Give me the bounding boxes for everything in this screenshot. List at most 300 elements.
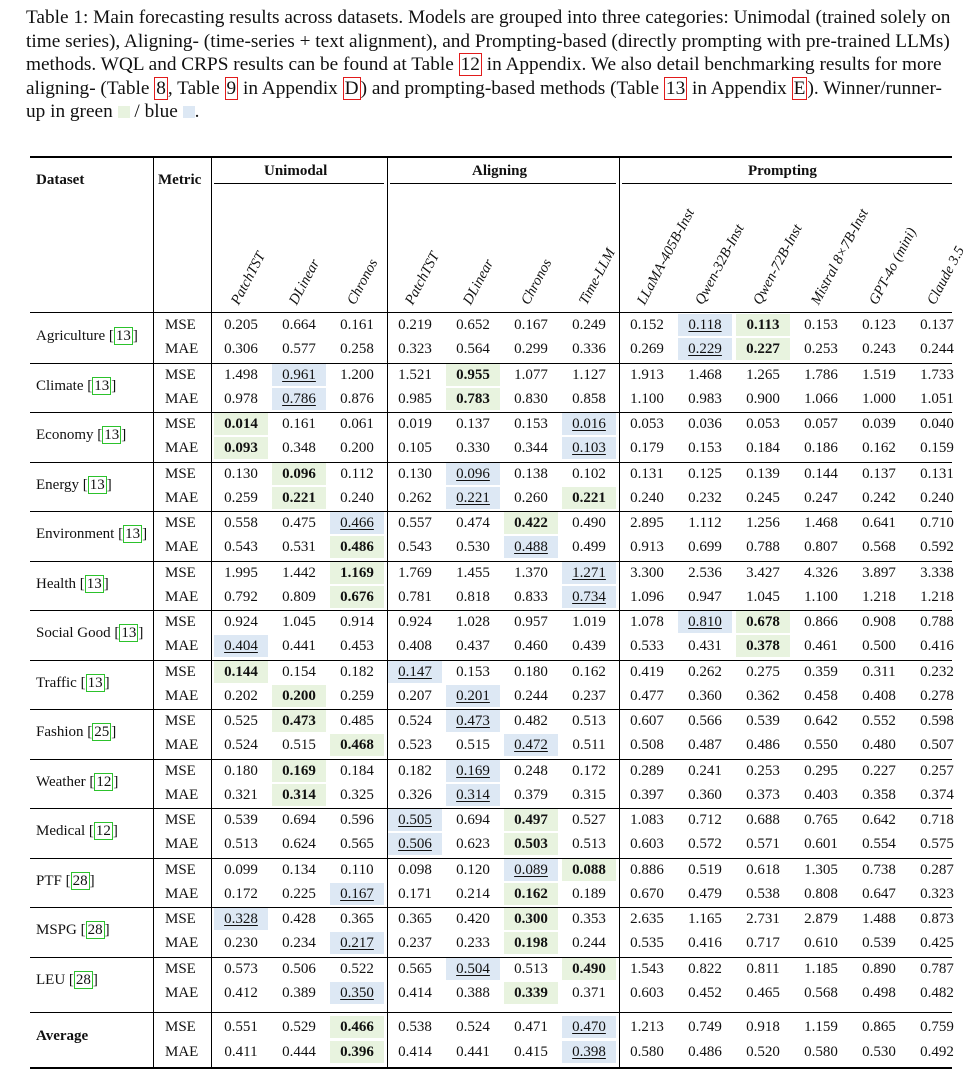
cell-value: 0.416	[920, 638, 954, 654]
cell-value: 0.408	[398, 638, 432, 654]
cell-value: 0.699	[688, 539, 722, 555]
table-cell	[678, 413, 732, 435]
cell-value: 0.492	[920, 1044, 954, 1060]
cell-value: 0.558	[224, 515, 258, 531]
cell-value: 0.093	[224, 440, 258, 456]
cell-value: 0.811	[746, 960, 780, 977]
table-cell	[272, 338, 326, 360]
cell-value: 0.172	[572, 762, 606, 779]
cell-value: 0.186	[804, 440, 838, 456]
cell-value: 0.807	[804, 539, 838, 555]
table-cell	[214, 586, 268, 608]
table-cell	[446, 809, 500, 831]
table-cell	[388, 413, 442, 435]
cell-value: 0.240	[340, 489, 374, 506]
table-cell	[214, 512, 268, 534]
cell-value: 1.455	[456, 564, 490, 581]
table-caption: Table 1: Main forecasting results across datasets. Models are grouped into three categories: Unimodal (trained solely on time series), Aligning- (time-series + text alignment), and Prompting-based (directly prompting with pre-trained LLMs) methods. WQL and CRPS results can be found at Table 12 in Appendix. We also detail benchmarking results for more aligning- (Table 8 , Table 9 in Appendix D ) and prompting-based methods (Table 13 in Appendix E ). Winner/runner-up in green / blue .	[26, 7, 951, 123]
table-cell	[446, 487, 500, 509]
table-cell	[852, 833, 906, 855]
cell-value: 0.513	[514, 960, 548, 977]
citation-link[interactable]: 13	[89, 476, 105, 493]
cell-value: 3.300	[630, 564, 664, 581]
cell-value: 0.411	[224, 1044, 258, 1060]
table-cell	[620, 413, 674, 435]
table-cell	[272, 958, 326, 980]
cell-value: 0.738	[862, 861, 896, 878]
cell-value: 1.127	[572, 366, 606, 383]
table-cell	[446, 685, 500, 707]
table-cell	[562, 1041, 616, 1063]
cell-value: 0.539	[224, 812, 258, 828]
cell-value: 0.103	[572, 440, 606, 456]
cell-value: 0.453	[340, 638, 374, 654]
table-cell	[620, 463, 674, 485]
table-cell	[678, 710, 732, 732]
cell-value: 0.403	[804, 786, 838, 803]
cell-value: 1.083	[630, 812, 664, 828]
table-cell	[852, 1016, 906, 1038]
cell-value: 1.733	[920, 366, 954, 383]
cell-value: 0.096	[456, 465, 490, 482]
table-cell	[678, 784, 732, 806]
table-cell	[852, 661, 906, 683]
citation-link[interactable]: 13	[121, 625, 137, 641]
cell-value: 0.474	[456, 515, 490, 531]
table-cell	[910, 437, 964, 459]
cell-value: 0.519	[688, 861, 722, 878]
cell-value: 0.598	[920, 713, 954, 729]
table-cell	[562, 809, 616, 831]
cell-value: 0.137	[920, 317, 954, 333]
appendix-ref-d[interactable]: D	[344, 77, 359, 99]
citation-link[interactable]: 13	[104, 427, 120, 443]
table-cell	[620, 710, 674, 732]
table-cell	[272, 635, 326, 657]
cell-value: 1.096	[630, 588, 664, 605]
cell-value: 1.051	[920, 390, 954, 407]
cell-value: 1.543	[630, 960, 664, 977]
table-cell	[330, 685, 384, 707]
table-cell	[330, 536, 384, 558]
cell-value: 0.120	[456, 861, 490, 878]
table-cell	[214, 413, 268, 435]
table-cell	[678, 661, 732, 683]
table-cell	[446, 932, 500, 954]
table-cell	[562, 982, 616, 1004]
cell-value: 0.244	[920, 341, 954, 357]
model-header: Claude 3.5	[924, 243, 969, 308]
cell-value: 0.482	[514, 713, 548, 729]
table-cell	[330, 932, 384, 954]
table-cell	[852, 364, 906, 386]
cell-value: 0.130	[398, 465, 432, 482]
table-cell	[388, 710, 442, 732]
cell-value: 1.265	[746, 366, 780, 383]
table-cell	[678, 833, 732, 855]
cell-value: 0.479	[688, 885, 722, 902]
citation-link[interactable]: 25	[94, 724, 110, 740]
dataset-label: Agriculture	[36, 328, 106, 344]
cell-value: 0.414	[398, 984, 432, 1001]
cell-value: 1.028	[456, 614, 490, 630]
table-cell	[388, 932, 442, 954]
metric-mae: MAE	[165, 539, 199, 555]
table-cell	[678, 982, 732, 1004]
table-cell	[272, 710, 326, 732]
table-cell	[388, 809, 442, 831]
table-cell	[446, 1041, 500, 1063]
table-cell	[214, 859, 268, 881]
metric-mae: MAE	[165, 984, 199, 1001]
cell-value: 0.314	[456, 786, 490, 803]
cell-value: 0.924	[398, 614, 432, 630]
cell-value: 0.458	[804, 687, 838, 704]
cell-value: 0.153	[688, 440, 722, 456]
table-cell	[272, 314, 326, 336]
table-cell	[330, 586, 384, 608]
cell-value: 0.580	[630, 1044, 664, 1060]
cell-value: 0.607	[630, 713, 664, 729]
cell-value: 1.112	[688, 515, 722, 531]
table-cell	[504, 932, 558, 954]
cell-value: 0.221	[282, 489, 316, 506]
cell-value: 0.131	[920, 465, 954, 482]
table-cell	[562, 611, 616, 633]
table-cell	[388, 611, 442, 633]
metric-mae: MAE	[165, 687, 199, 704]
citation-link[interactable]: 12	[95, 823, 111, 839]
cell-value: 0.524	[398, 713, 432, 729]
cell-value: 0.205	[224, 317, 258, 333]
cell-value: 0.162	[862, 440, 896, 456]
table-cell	[620, 661, 674, 683]
table-cell	[678, 437, 732, 459]
table-cell	[446, 536, 500, 558]
cell-value: 0.323	[920, 885, 954, 902]
cell-value: 0.822	[688, 960, 722, 977]
cell-value: 0.475	[282, 515, 316, 531]
table-cell	[562, 833, 616, 855]
top-rule	[30, 156, 952, 158]
cell-value: 0.398	[572, 1044, 606, 1060]
group-unimodal: Unimodal	[264, 163, 328, 179]
cell-value: 0.207	[398, 687, 432, 704]
table-cell	[852, 338, 906, 360]
table-cell	[678, 388, 732, 410]
cell-value: 0.167	[514, 317, 548, 333]
table-cell	[794, 388, 848, 410]
table-cell	[794, 710, 848, 732]
cell-value: 0.833	[514, 588, 548, 605]
cell-value: 0.306	[224, 341, 258, 357]
cell-value: 0.515	[282, 737, 316, 753]
cell-value: 1.271	[572, 564, 606, 581]
table-cell	[794, 586, 848, 608]
cell-value: 0.818	[456, 588, 490, 605]
table-cell	[852, 437, 906, 459]
table-cell	[272, 859, 326, 881]
table-cell	[504, 809, 558, 831]
table-cell	[330, 859, 384, 881]
table-cell	[388, 760, 442, 782]
cell-value: 0.350	[340, 984, 374, 1001]
cell-value: 0.415	[514, 1044, 548, 1060]
table-cell	[330, 635, 384, 657]
table-cell	[736, 710, 790, 732]
cell-value: 0.053	[746, 416, 780, 432]
table-cell	[504, 586, 558, 608]
table-cell	[736, 314, 790, 336]
cell-value: 0.886	[630, 861, 664, 878]
cell-value: 0.787	[920, 960, 954, 977]
metric-mse: MSE	[165, 861, 196, 878]
cell-value: 0.524	[456, 1019, 490, 1035]
cell-value: 0.388	[456, 984, 490, 1001]
cell-value: 0.564	[456, 341, 490, 357]
cell-value: 0.245	[746, 489, 780, 506]
table-cell	[910, 586, 964, 608]
cell-value: 0.253	[804, 341, 838, 357]
cell-value: 1.066	[804, 390, 838, 407]
cell-value: 0.330	[456, 440, 490, 456]
table-cell	[272, 1016, 326, 1038]
table-cell	[736, 661, 790, 683]
table-ref-12[interactable]: 12	[460, 54, 480, 76]
cell-value: 0.452	[688, 984, 722, 1001]
metric-mae: MAE	[165, 588, 199, 605]
cell-value: 0.053	[630, 416, 664, 432]
metric-mse: MSE	[165, 465, 196, 482]
cell-value: 0.242	[862, 489, 896, 506]
cell-value: 0.373	[746, 786, 780, 803]
cell-value: 1.213	[630, 1019, 664, 1035]
cell-value: 0.507	[920, 737, 954, 753]
cell-value: 0.810	[688, 614, 722, 630]
table-cell	[794, 364, 848, 386]
table-cell	[620, 635, 674, 657]
table-cell	[678, 512, 732, 534]
cell-value: 0.596	[340, 812, 374, 828]
table-cell	[910, 859, 964, 881]
table-cell	[678, 932, 732, 954]
table-cell	[446, 562, 500, 584]
cell-value: 0.783	[456, 390, 490, 407]
table-cell	[910, 833, 964, 855]
cell-value: 0.924	[224, 614, 258, 630]
table-cell	[446, 833, 500, 855]
cell-value: 1.468	[688, 366, 722, 383]
table-cell	[504, 364, 558, 386]
cell-value: 0.118	[688, 317, 722, 333]
cell-value: 1.218	[920, 588, 954, 605]
cell-value: 0.428	[282, 911, 316, 927]
cell-value: 0.240	[630, 489, 664, 506]
citation-link[interactable]: 13	[94, 377, 110, 394]
cell-value: 0.624	[282, 836, 316, 852]
cell-value: 0.144	[804, 465, 838, 482]
cell-value: 0.125	[688, 465, 722, 482]
table-cell	[910, 562, 964, 584]
model-header: Mistral 8×7B-Inst	[808, 206, 872, 308]
cell-value: 0.248	[514, 762, 548, 779]
cell-value: 1.786	[804, 366, 838, 383]
cell-value: 0.524	[224, 737, 258, 753]
citation-link[interactable]: 13	[115, 328, 131, 344]
cell-value: 1.521	[398, 366, 432, 383]
dataset-name: Traffic [ 13 ]	[36, 674, 110, 691]
citation-link[interactable]: 28	[87, 922, 103, 938]
cell-value: 1.169	[340, 564, 374, 581]
cell-value: 0.217	[340, 935, 374, 951]
cell-value: 0.420	[456, 911, 490, 927]
metric-mae: MAE	[165, 489, 199, 506]
table-cell	[910, 1016, 964, 1038]
cell-value: 0.162	[572, 663, 606, 680]
cell-value: 0.466	[340, 515, 374, 531]
table-cell	[562, 710, 616, 732]
table-cell	[272, 536, 326, 558]
cell-value: 0.712	[688, 812, 722, 828]
cell-value: 0.412	[224, 984, 258, 1001]
citation-link[interactable]: 13	[87, 674, 103, 691]
dataset-label: MSPG	[36, 922, 77, 938]
table-cell	[794, 734, 848, 756]
citation-link[interactable]: 28	[75, 971, 91, 988]
citation-link[interactable]: 13	[125, 526, 141, 542]
table-cell	[852, 314, 906, 336]
table-cell	[910, 883, 964, 905]
citation-link[interactable]: 28	[72, 872, 88, 889]
table-cell	[678, 314, 732, 336]
table-cell	[736, 859, 790, 881]
cell-value: 0.113	[746, 317, 780, 333]
table-cell	[214, 982, 268, 1004]
table-cell	[330, 413, 384, 435]
citation-link[interactable]: 12	[96, 773, 112, 790]
cell-value: 1.100	[804, 588, 838, 605]
cell-value: 1.200	[340, 366, 374, 383]
cell-value: 0.314	[282, 786, 316, 803]
table-cell	[214, 932, 268, 954]
cell-value: 0.408	[862, 687, 896, 704]
table-cell	[620, 586, 674, 608]
cell-value: 0.461	[804, 638, 838, 654]
table-cell	[736, 833, 790, 855]
metric-mse: MSE	[165, 812, 196, 828]
citation-link[interactable]: 13	[86, 575, 102, 592]
table-cell	[214, 784, 268, 806]
table-cell	[214, 661, 268, 683]
table-cell	[910, 982, 964, 1004]
table-cell	[214, 883, 268, 905]
table-cell	[562, 784, 616, 806]
bottom-rule	[30, 1067, 952, 1069]
cell-value: 0.513	[224, 836, 258, 852]
cell-value: 0.506	[282, 960, 316, 977]
table-cell	[214, 908, 268, 930]
cell-value: 0.568	[804, 984, 838, 1001]
cell-value: 0.781	[398, 588, 432, 605]
cell-value: 1.995	[224, 564, 258, 581]
appendix-ref-e[interactable]: E	[793, 77, 806, 99]
table-cell	[562, 463, 616, 485]
cell-value: 0.182	[340, 663, 374, 680]
dataset-name: Economy [ 13 ]	[36, 427, 127, 443]
table-cell	[214, 760, 268, 782]
table-ref-9[interactable]: 9	[226, 77, 237, 99]
cell-value: 0.554	[862, 836, 896, 852]
table-cell	[852, 734, 906, 756]
cell-value: 0.480	[862, 737, 896, 753]
table-cell	[736, 338, 790, 360]
dataset-name: Weather [ 12 ]	[36, 773, 119, 790]
metric-mae: MAE	[165, 737, 199, 753]
table-cell	[678, 635, 732, 657]
cell-value: 0.153	[514, 416, 548, 432]
cell-value: 0.955	[456, 366, 490, 383]
cell-value: 0.237	[572, 687, 606, 704]
table-cell	[272, 685, 326, 707]
table-cell	[678, 908, 732, 930]
table-cell	[446, 734, 500, 756]
table-cell	[214, 437, 268, 459]
table-cell	[794, 413, 848, 435]
table-cell	[504, 487, 558, 509]
cell-value: 0.234	[282, 935, 316, 951]
model-header: LLaMA-405B-Inst	[634, 206, 699, 308]
cell-value: 0.184	[746, 440, 780, 456]
table-cell	[736, 1041, 790, 1063]
table-cell	[794, 982, 848, 1004]
cell-value: 0.499	[572, 539, 606, 555]
table-cell	[504, 784, 558, 806]
cell-value: 0.237	[398, 935, 432, 951]
table-cell	[620, 685, 674, 707]
cell-value: 0.019	[398, 416, 432, 432]
table-ref-8[interactable]: 8	[156, 77, 166, 99]
table-cell	[214, 809, 268, 831]
table-cell	[794, 809, 848, 831]
table-cell	[330, 1041, 384, 1063]
table-cell	[562, 487, 616, 509]
cell-value: 0.233	[456, 935, 490, 951]
table-cell	[272, 932, 326, 954]
cell-value: 0.580	[804, 1044, 838, 1060]
cell-value: 0.487	[688, 737, 722, 753]
table-cell	[272, 364, 326, 386]
table-cell	[678, 536, 732, 558]
table-cell	[446, 437, 500, 459]
table-cell	[446, 512, 500, 534]
dataset-label: Medical	[36, 823, 86, 839]
cell-value: 0.539	[746, 713, 780, 729]
cell-value: 0.565	[340, 836, 374, 852]
metric-mae: MAE	[165, 836, 199, 852]
cell-value: 0.299	[514, 341, 548, 357]
table-cell	[446, 784, 500, 806]
cell-value: 0.131	[630, 465, 664, 482]
table-cell	[504, 536, 558, 558]
table-cell	[794, 760, 848, 782]
table-ref-13[interactable]: 13	[665, 77, 686, 99]
cell-value: 0.471	[514, 1019, 548, 1035]
table-cell	[330, 487, 384, 509]
cell-value: 0.325	[340, 786, 374, 803]
table-cell	[388, 388, 442, 410]
cell-value: 0.498	[862, 984, 896, 1001]
table-cell	[562, 661, 616, 683]
